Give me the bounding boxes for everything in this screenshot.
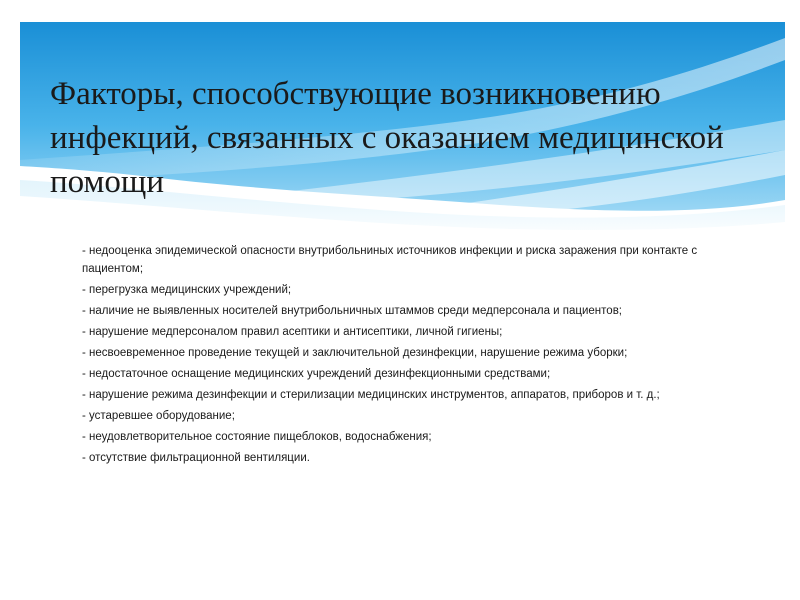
list-item: - нарушение режима дезинфекции и стерилизации медицинских инструментов, аппаратов, приборов и т. д.;	[82, 389, 660, 401]
list-item: - устаревшее оборудование;	[82, 410, 235, 422]
list-item: - перегрузка медицинских учреждений;	[82, 284, 292, 296]
list-item: - отсутствие фильтрационной вентиляции.	[82, 452, 310, 464]
list-item: - наличие не выявленных носителей внутрибольничных штаммов среди медперсонала и пациентов;	[82, 305, 623, 317]
list-item: - несвоевременное проведение текущей и заключительной дезинфекции, нарушение режима уборки;	[82, 347, 628, 359]
slide-title: Факторы, способствующие возникновению инфекций, связанных с оказанием медицинской помощи	[50, 76, 724, 200]
list-item: - нарушение медперсоналом правил асептики и антисептики, личной гигиены;	[82, 326, 503, 338]
list-item: - неудовлетворительное состояние пищеблоков, водоснабжения;	[82, 431, 432, 443]
factor-list	[82, 242, 722, 470]
list-item: - недостаточное оснащение медицинских учреждений дезинфекционными средствами;	[82, 368, 551, 380]
list-item: - недооценка эпидемической опасности внутрибольниных источников инфекции и риска заражения при контакте с пациентом;	[82, 245, 698, 275]
